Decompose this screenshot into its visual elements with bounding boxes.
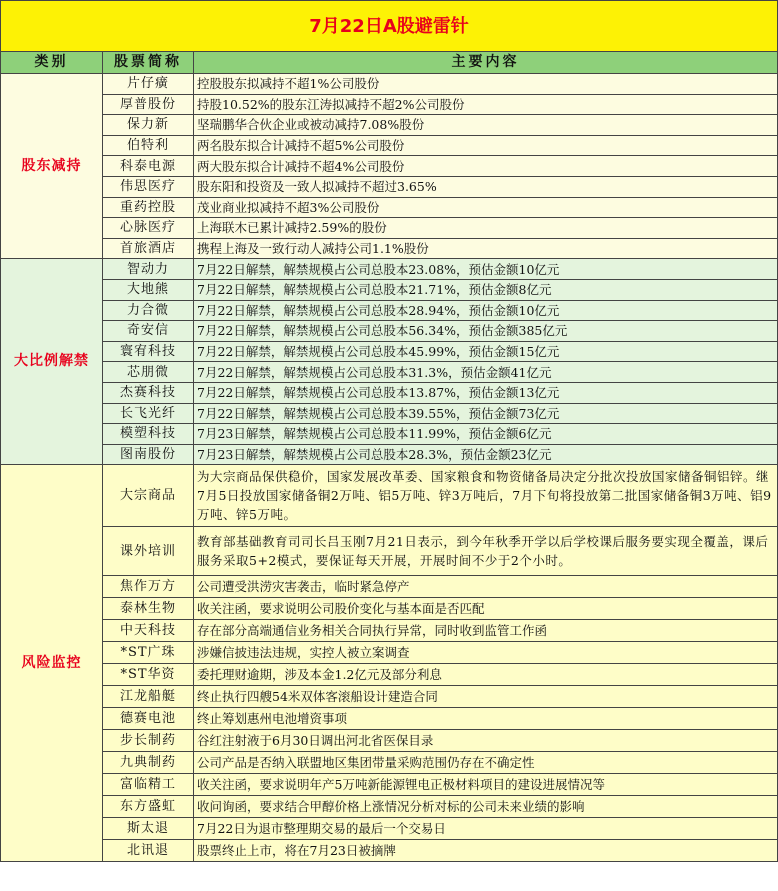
table-row	[1, 94, 778, 115]
stock-name-cell: 奇安信	[103, 321, 194, 342]
table-row	[1, 403, 778, 424]
page-title: 7月22日A股避雷针	[1, 1, 778, 52]
table-row	[1, 642, 778, 664]
table-row	[1, 321, 778, 342]
table-row	[1, 620, 778, 642]
content-cell: 教育部基础教育司司长吕玉刚7月21日表示，到今年秋季开学以后学校课后服务要实现全覆盖，课后服务采取5+2模式，要保证每天开展，开展时间不少于2个小时。	[194, 527, 778, 576]
content-cell: 两名股东拟合计减持不超5%公司股份	[194, 135, 778, 156]
table-row	[1, 156, 778, 177]
table-row	[1, 424, 778, 445]
content-cell: 7月22日解禁，解禁规模占公司总股本23.08%，预估金额10亿元	[194, 259, 778, 280]
content-cell: 两大股东拟合计减持不超4%公司股份	[194, 156, 778, 177]
stock-name-cell: 课外培训	[103, 527, 194, 576]
content-cell: 上海联木已累计减持2.59%的股份	[194, 218, 778, 239]
content-cell: 公司产品是否纳入联盟地区集团带量采购范围仍存在不确定性	[194, 752, 778, 774]
stock-name-cell: 厚普股份	[103, 94, 194, 115]
table-row	[1, 664, 778, 686]
content-cell: 收问询函，要求结合甲醇价格上涨情况分析对标的公司未来业绩的影响	[194, 796, 778, 818]
header-stock-name: 股票简称	[103, 52, 194, 74]
content-cell: 持股10.52%的股东江涛拟减持不超2%公司股份	[194, 94, 778, 115]
content-cell: 委托理财逾期，涉及本金1.2亿元及部分利息	[194, 664, 778, 686]
content-cell: 7月23日解禁，解禁规模占公司总股本11.99%，预估金额6亿元	[194, 424, 778, 445]
category-cell: 股东减持	[1, 74, 103, 259]
content-cell: 涉嫌信披违法违规，实控人被立案调查	[194, 642, 778, 664]
content-cell: 7月22日解禁，解禁规模占公司总股本39.55%，预估金额73亿元	[194, 403, 778, 424]
content-cell: 为大宗商品保供稳价，国家发展改革委、国家粮食和物资储备局决定分批次投放国家储备铜铝锌。继7月5日投放国家储备铜2万吨、铝5万吨、锌3万吨后，7月下旬将投放第二批国家储备铜3万吨、铝9万吨、锌5万吨。	[194, 465, 778, 527]
stock-name-cell: 杰赛科技	[103, 382, 194, 403]
stock-name-cell: 焦作万方	[103, 576, 194, 598]
stock-name-cell: 力合微	[103, 300, 194, 321]
table-row	[1, 465, 778, 527]
content-cell: 终止筹划惠州电池增资事项	[194, 708, 778, 730]
table-row	[1, 176, 778, 197]
table-row	[1, 576, 778, 598]
table-row	[1, 686, 778, 708]
table-row	[1, 527, 778, 576]
content-cell: 茂业商业拟减持不超3%公司股份	[194, 197, 778, 218]
stock-name-cell: 心脉医疗	[103, 218, 194, 239]
table-row	[1, 840, 778, 862]
stock-name-cell: *ST广珠	[103, 642, 194, 664]
stock-name-cell: 大地熊	[103, 279, 194, 300]
stock-name-cell: 片仔癀	[103, 74, 194, 95]
stock-name-cell: 保力新	[103, 115, 194, 136]
stock-name-cell: *ST华资	[103, 664, 194, 686]
table-row	[1, 74, 778, 95]
table-row	[1, 135, 778, 156]
stock-name-cell: 寰宥科技	[103, 341, 194, 362]
stock-name-cell: 科泰电源	[103, 156, 194, 177]
category-cell: 风险监控	[1, 465, 103, 862]
content-cell: 控股股东拟减持不超1%公司股份	[194, 74, 778, 95]
content-cell: 股东阳和投资及一致人拟减持不超过3.65%	[194, 176, 778, 197]
stock-name-cell: 伯特利	[103, 135, 194, 156]
content-cell: 7月22日解禁，解禁规模占公司总股本28.94%，预估金额10亿元	[194, 300, 778, 321]
table-row	[1, 300, 778, 321]
stock-name-cell: 大宗商品	[103, 465, 194, 527]
stock-name-cell: 中天科技	[103, 620, 194, 642]
stock-name-cell: 斯太退	[103, 818, 194, 840]
stock-name-cell: 富临精工	[103, 774, 194, 796]
stock-name-cell: 九典制药	[103, 752, 194, 774]
content-cell: 7月22日解禁，解禁规模占公司总股本45.99%，预估金额15亿元	[194, 341, 778, 362]
table-row	[1, 197, 778, 218]
table-row	[1, 708, 778, 730]
content-cell: 公司遭受洪涝灾害袭击，临时紧急停产	[194, 576, 778, 598]
stock-name-cell: 东方盛虹	[103, 796, 194, 818]
stock-name-cell: 重药控股	[103, 197, 194, 218]
header-content: 主要内容	[194, 52, 778, 74]
stock-name-cell: 图南股份	[103, 444, 194, 465]
stock-name-cell: 北讯退	[103, 840, 194, 862]
stock-name-cell: 步长制药	[103, 730, 194, 752]
content-cell: 7月22日解禁，解禁规模占公司总股本21.71%，预估金额8亿元	[194, 279, 778, 300]
content-cell: 收关注函，要求说明公司股价变化与基本面是否匹配	[194, 598, 778, 620]
table-row	[1, 341, 778, 362]
content-cell: 坚瑞鹏华合伙企业或被动减持7.08%股份	[194, 115, 778, 136]
content-cell: 7月23日解禁，解禁规模占公司总股本28.3%，预估金额23亿元	[194, 444, 778, 465]
category-cell: 大比例解禁	[1, 259, 103, 465]
content-cell: 携程上海及一致行动人减持公司1.1%股份	[194, 238, 778, 259]
table-row	[1, 796, 778, 818]
table-row	[1, 382, 778, 403]
table-row	[1, 598, 778, 620]
table-row	[1, 218, 778, 239]
stock-name-cell: 江龙船艇	[103, 686, 194, 708]
table-row	[1, 818, 778, 840]
content-cell: 谷红注射液于6月30日调出河北省医保目录	[194, 730, 778, 752]
stock-name-cell: 泰林生物	[103, 598, 194, 620]
table-row	[1, 362, 778, 383]
table-row	[1, 259, 778, 280]
stock-name-cell: 长飞光纤	[103, 403, 194, 424]
stock-name-cell: 首旅酒店	[103, 238, 194, 259]
content-cell: 7月22日为退市整理期交易的最后一个交易日	[194, 818, 778, 840]
table-row	[1, 752, 778, 774]
table-row	[1, 238, 778, 259]
table-row	[1, 444, 778, 465]
content-cell: 7月22日解禁，解禁规模占公司总股本31.3%，预估金额41亿元	[194, 362, 778, 383]
stock-name-cell: 智动力	[103, 259, 194, 280]
content-cell: 股票终止上市，将在7月23日被摘牌	[194, 840, 778, 862]
header-category: 类别	[1, 52, 103, 74]
content-cell: 终止执行四艘54米双体客滚船设计建造合同	[194, 686, 778, 708]
table-row	[1, 115, 778, 136]
table-row	[1, 730, 778, 752]
stock-name-cell: 伟思医疗	[103, 176, 194, 197]
stock-name-cell: 芯朋微	[103, 362, 194, 383]
table-row	[1, 774, 778, 796]
content-cell: 存在部分高端通信业务相关合同执行异常，同时收到监管工作函	[194, 620, 778, 642]
stock-name-cell: 德赛电池	[103, 708, 194, 730]
content-cell: 收关注函，要求说明年产5万吨新能源锂电正极材料项目的建设进展情况等	[194, 774, 778, 796]
content-cell: 7月22日解禁，解禁规模占公司总股本56.34%，预估金额385亿元	[194, 321, 778, 342]
header-row	[1, 52, 778, 74]
stock-name-cell: 模塑科技	[103, 424, 194, 445]
content-cell: 7月22日解禁，解禁规模占公司总股本13.87%，预估金额13亿元	[194, 382, 778, 403]
table-row	[1, 279, 778, 300]
